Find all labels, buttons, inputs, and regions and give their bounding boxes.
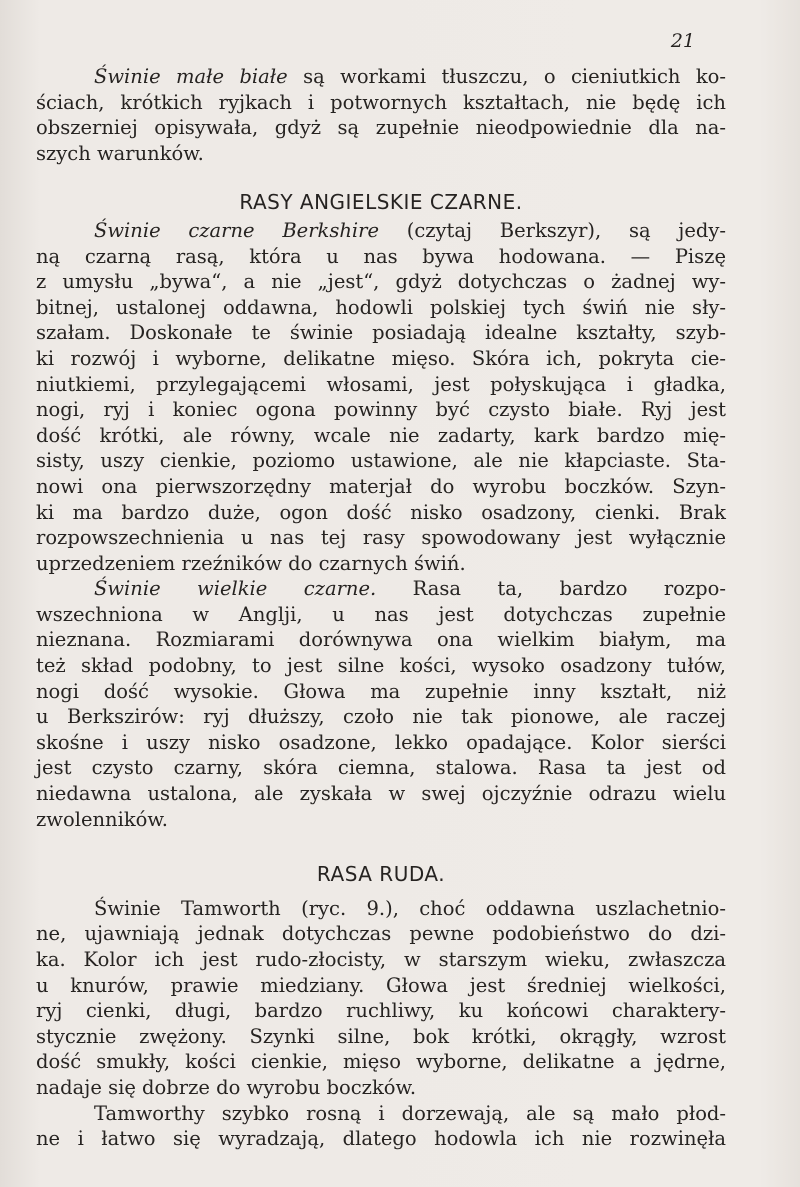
- section-heading-red-breed: RASA RUDA.: [316, 862, 446, 887]
- text-line: ka. Kolor ich jest rudo-złocisty, w starszym wieku, zwłaszcza: [36, 948, 726, 971]
- paragraph-large-black: [36, 576, 726, 832]
- text-line: szałam. Doskonałe te świnie posiadają idealne kształty, szyb-: [36, 321, 726, 345]
- text-line: dość krótki, ale równy, wcale nie zadarty, kark bardzo mię-: [36, 423, 726, 447]
- text-line: sisty, uszy cienkie, poziomo ustawione, ale nie kłapciaste. Sta-: [36, 449, 726, 473]
- paragraph-berkshire: [36, 218, 726, 576]
- text-line: ściach, krótkich ryjkach i potwornych kształtach, nie będę ich: [36, 90, 726, 114]
- text-line: Tamworthy szybko rosną i dorzewają, ale są mało płod-: [94, 1101, 726, 1125]
- text-line: u knurów, prawie miedziany. Głowa jest średniej wielkości,: [36, 973, 726, 997]
- text-line: nogi dość wysokie. Głowa ma zupełnie inny kształt, niż: [36, 679, 726, 703]
- text-line: nadaje się dobrze do wyrobu boczków.: [36, 1075, 417, 1099]
- paragraph-tamworth-growth: [36, 1101, 726, 1152]
- page-number: 21: [670, 30, 695, 52]
- text-line: nowi ona pierwszorzędny materjał do wyrobu boczków. Szyn-: [36, 474, 726, 498]
- text-line: skośne i uszy nisko osadzone, lekko opadające. Kolor sierści: [36, 730, 726, 754]
- text-line: ki ma bardzo duże, ogon dość nisko osadzony, cienki. Brak: [36, 500, 726, 524]
- page-body: [36, 64, 726, 1152]
- text-line: uprzedzeniem rzeźników do czarnych świń.: [36, 551, 466, 575]
- text-line: z umysłu „bywa“, a nie „jest“, gdyż dotychczas o żadnej wy-: [36, 270, 726, 294]
- text-line: dość smukły, kości cienkie, mięso wyborne, delikatne a jędrne,: [36, 1050, 726, 1074]
- text-line: jest czysto czarny, skóra ciemna, stalowa. Rasa ta jest od: [36, 756, 726, 780]
- paragraph-small-white-pigs: [36, 64, 726, 166]
- text-line: niutkiemi, przylegającemi włosami, jest połyskująca i gładka,: [36, 372, 726, 396]
- section-heading-english-black: RASY ANGIELSKIE CZARNE.: [239, 190, 523, 215]
- text-line: zwolenników.: [36, 807, 168, 831]
- text-line: obszerniej opisywała, gdyż są zupełnie nieodpowiednie dla na-: [36, 116, 726, 140]
- text-line: Świnie małe białe są workami tłuszczu, o cieniutkich ko-: [94, 65, 726, 88]
- text-line: też skład podobny, to jest silne kości, wysoko osadzony tułów,: [36, 654, 726, 678]
- text-line: Świnie wielkie czarne. Rasa ta, bardzo rozpo-: [94, 577, 726, 601]
- text-line: stycznie zwężony. Szynki silne, bok krótki, okrągły, wzrost: [36, 1024, 726, 1048]
- text-line: nogi, ryj i koniec ogona powinny być czysto białe. Ryj jest: [36, 398, 726, 422]
- text-line: szych warunków.: [36, 141, 204, 165]
- text-line: u Berkszirów: ryj dłuższy, czoło nie tak pionowe, ale raczej: [36, 705, 726, 729]
- paragraph-tamworth: [36, 896, 726, 1101]
- text-line: ki rozwój i wyborne, delikatne mięso. Skóra ich, pokryta cie-: [36, 346, 726, 370]
- text-line: Świnie Tamworth (ryc. 9.), choć oddawna uszlachetnio-: [94, 896, 726, 920]
- text-line: ne, ujawniają jednak dotychczas pewne podobieństwo do dzi-: [36, 922, 726, 946]
- text-line: ne i łatwo się wyradzają, dlatego hodowla ich nie rozwinęła: [36, 1127, 726, 1151]
- text-line: ryj cienki, długi, bardzo ruchliwy, ku końcowi charaktery-: [36, 999, 726, 1023]
- text-line: rozpowszechnienia u nas tej rasy spowodowany jest wyłącznie: [36, 526, 726, 550]
- text-line: bitnej, ustalonej oddawna, hodowli polskiej tych świń nie sły-: [36, 295, 726, 319]
- text-line: ną czarną rasą, która u nas bywa hodowana. — Piszę: [36, 244, 726, 268]
- text-line: niedawna ustalona, ale zyskała w swej ojczyźnie odrazu wielu: [36, 782, 726, 806]
- text-line: wszechniona w Anglji, u nas jest dotychczas zupełnie: [36, 602, 726, 626]
- text-line: Świnie czarne Berkshire (czytaj Berkszyr), są jedy-: [94, 218, 726, 242]
- text-line: nieznana. Rozmiarami dorównywa ona wielkim białym, ma: [36, 628, 726, 652]
